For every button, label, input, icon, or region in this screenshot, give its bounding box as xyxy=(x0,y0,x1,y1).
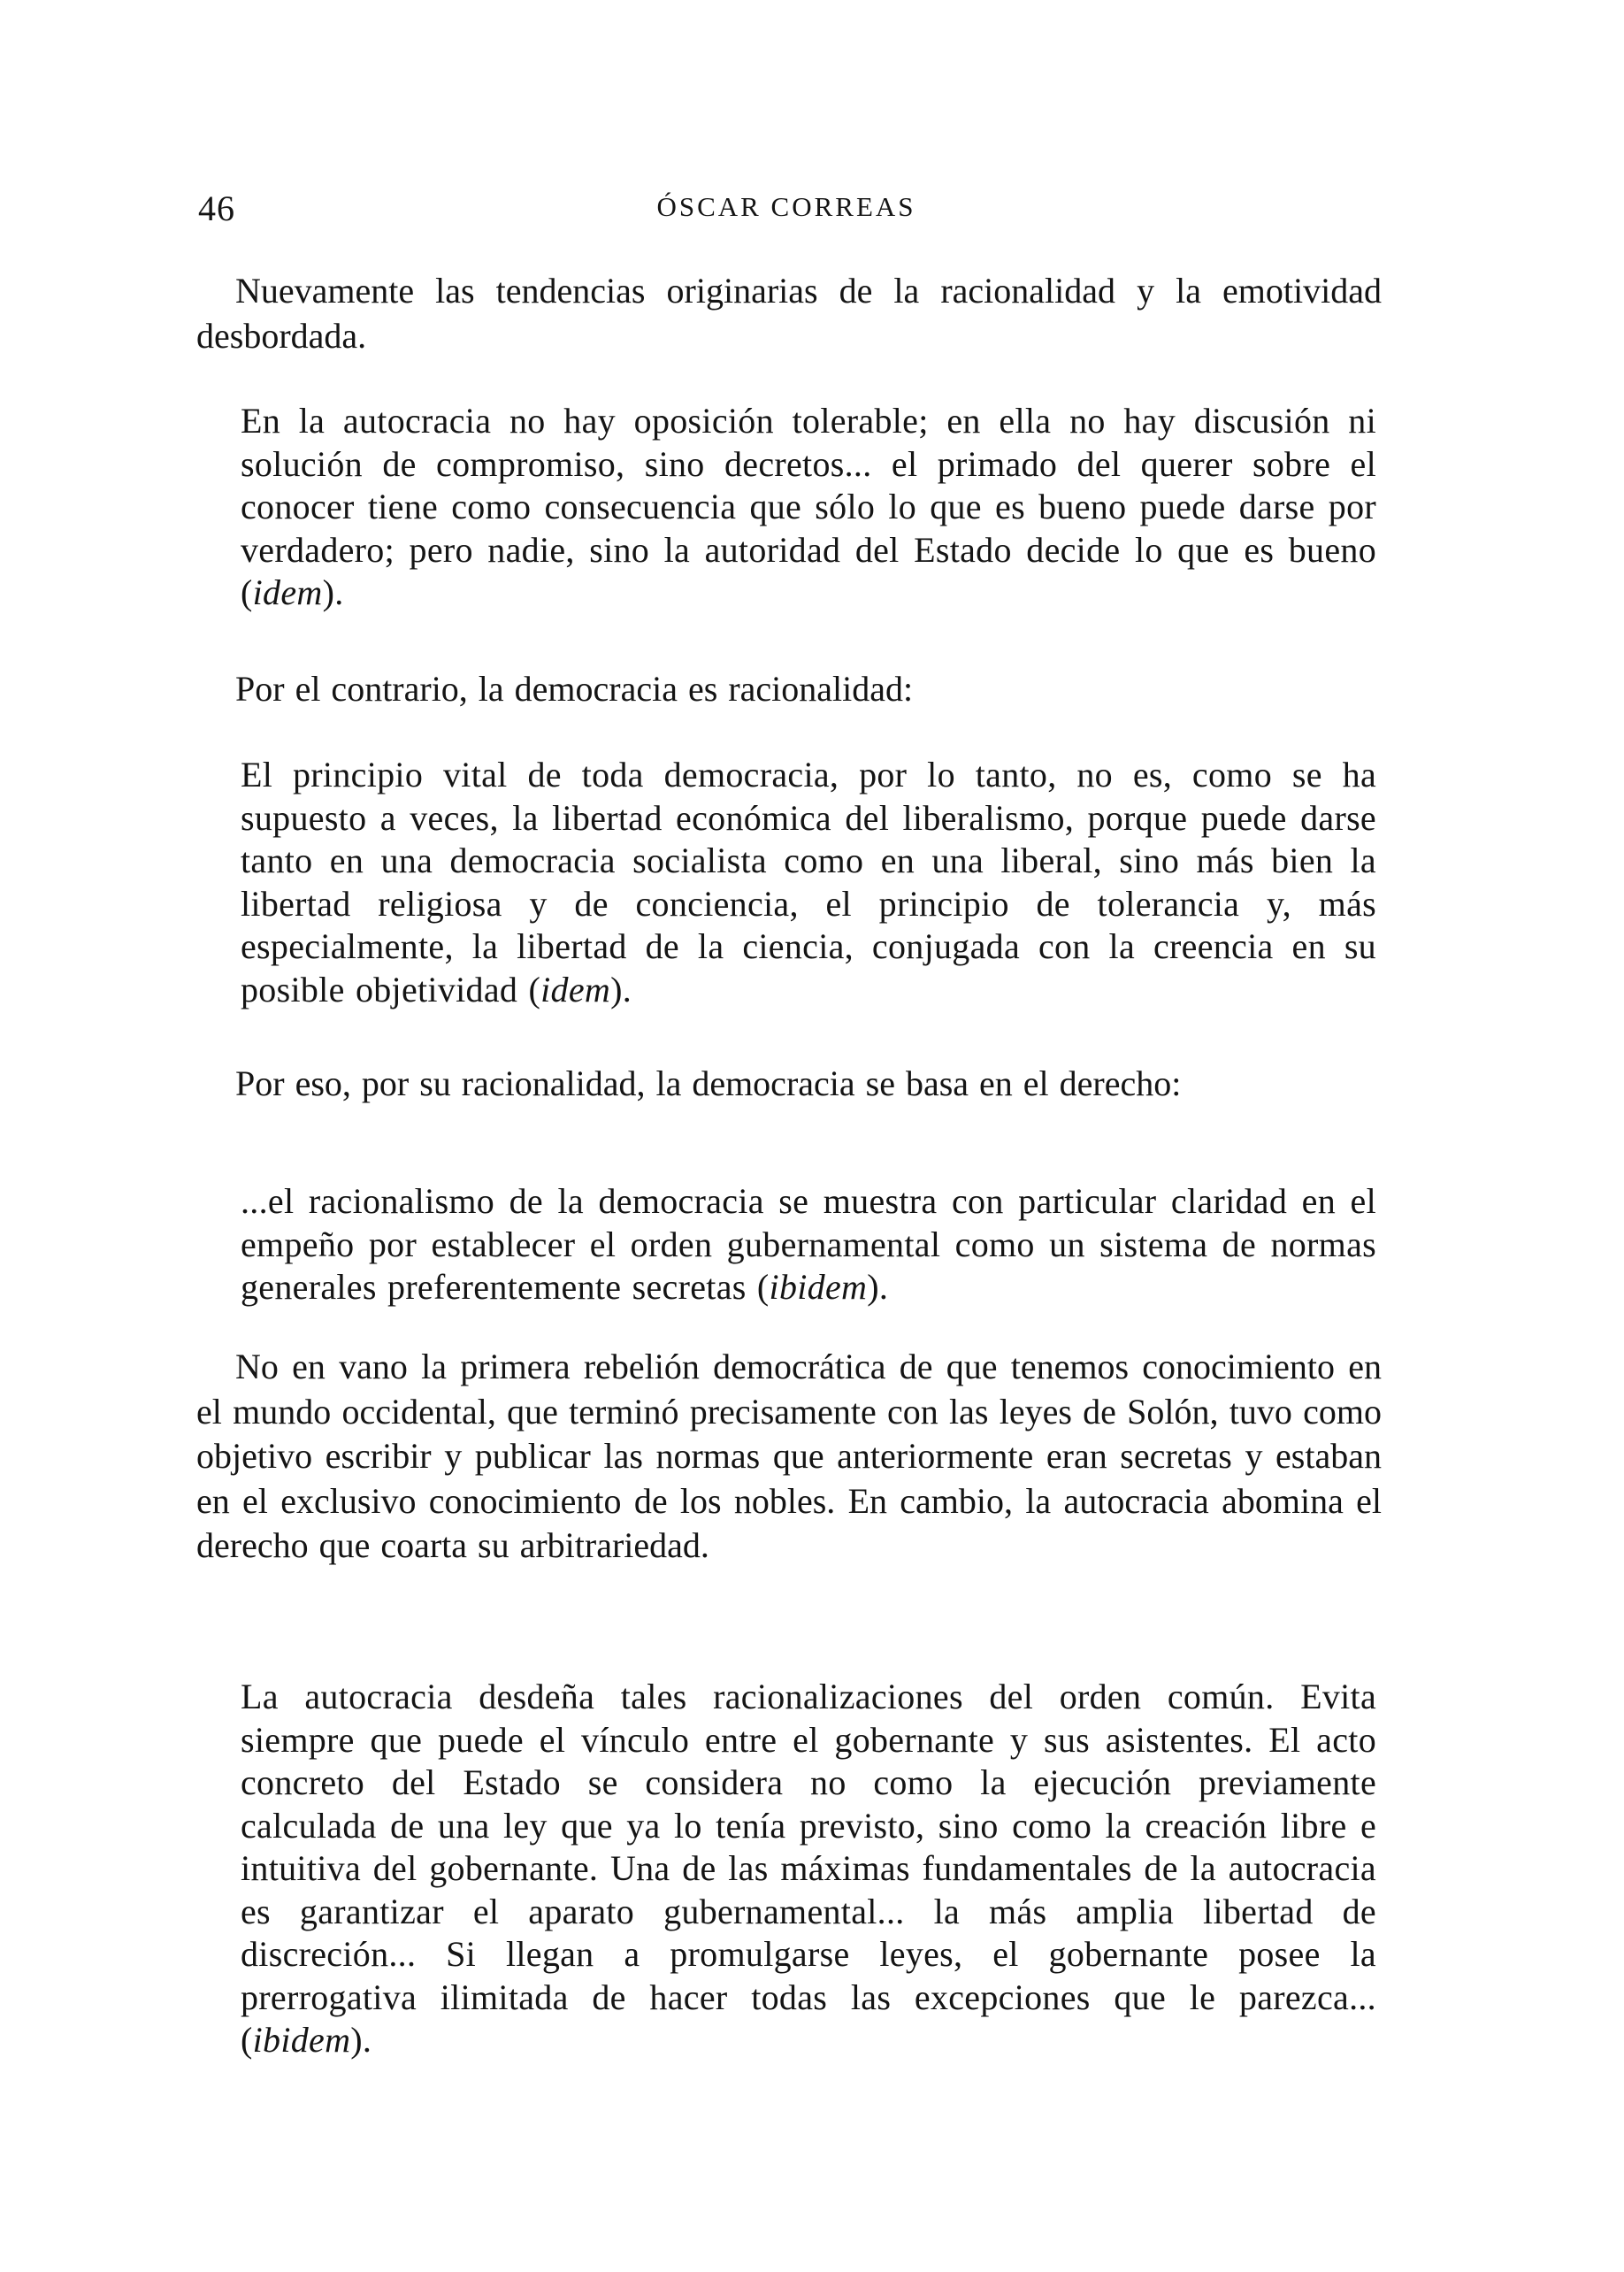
citation-open: ( xyxy=(241,2020,253,2060)
citation-close: ). xyxy=(322,572,344,612)
quote-text: El principio vital de toda democracia, por lo tanto, no es, como se ha supuesto a veces, la libertad económica del liberalismo, porque puede darse tanto en una democracia socialista como en una liberal, sino más bien la libertad religiosa y de conciencia, el principio de tolerancia y, más especialmente, la libertad de la ciencia, conjugada con la creencia en su posible objetividad xyxy=(241,755,1376,1009)
body-paragraph xyxy=(196,667,1382,712)
citation-close: ). xyxy=(350,2020,372,2060)
body-paragraph xyxy=(196,1062,1382,1107)
paragraph-text: Por eso, por su racionalidad, la democracia se basa en el derecho: xyxy=(235,1063,1182,1103)
citation: ibidem xyxy=(252,2020,351,2060)
block-quote xyxy=(241,400,1376,615)
body-paragraph xyxy=(196,269,1382,358)
quote-text: La autocracia desdeña tales racionalizaciones del orden común. Evita siempre que puede el vínculo entre el gobernante y sus asistentes. El acto concreto del Estado se considera no como la ejecución previamente calculada de una ley que ya lo tenía previsto, sino como la creación libre e intuitiva del gobernante. Una de las máximas fundamentales de la autocracia es garantizar el aparato gubernamental... la más amplia libertad de discreción... Si llegan a promulgarse leyes, el gobernante posee la prerrogativa ilimitada de hacer todas las excepciones que le parezca... xyxy=(241,1677,1376,2017)
page-header xyxy=(198,188,1375,241)
block-quote xyxy=(241,1676,1376,2062)
quote-text: ...el racionalismo de la democracia se muestra con particular claridad en el empeño por establecer el orden gubernamental como un sistema de normas generales preferentemente secretas xyxy=(241,1181,1376,1307)
paragraph-text: Nuevamente las tendencias originarias de la racionalidad y la emotividad desbordada. xyxy=(196,271,1382,356)
citation-close: ). xyxy=(867,1267,889,1307)
running-head: ÓSCAR CORREAS xyxy=(656,191,916,222)
citation-open: ( xyxy=(241,572,253,612)
paragraph-text: No en vano la primera rebelión democrática de que tenemos conocimiento en el mundo occidental, que terminó precisamente con las leyes de Solón, tuvo como objetivo escribir y publicar las normas que anteriormente eran secretas y estaban en el exclusivo conocimiento de los nobles. En cambio, la autocracia abomina el derecho que coarta su arbitrariedad. xyxy=(196,1347,1382,1565)
citation-close: ). xyxy=(610,969,632,1009)
paragraph-text: Por el contrario, la democracia es racionalidad: xyxy=(235,669,914,709)
page-number: 46 xyxy=(198,188,235,228)
body-paragraph xyxy=(196,1345,1382,1569)
citation-open: ( xyxy=(746,1267,770,1307)
citation-open: ( xyxy=(517,969,541,1009)
quote-text: En la autocracia no hay oposición tolerable; en ella no hay discusión ni solución de compromiso, sino decretos... el primado del querer sobre el conocer tiene como consecuencia que sólo lo que es bueno puede darse por verdadero; pero nadie, sino la autoridad del Estado decide lo que es bueno xyxy=(241,401,1376,570)
block-quote xyxy=(241,754,1376,1011)
block-quote xyxy=(241,1180,1376,1309)
citation: idem xyxy=(540,969,611,1009)
citation: ibidem xyxy=(769,1267,868,1307)
citation: idem xyxy=(252,572,323,612)
